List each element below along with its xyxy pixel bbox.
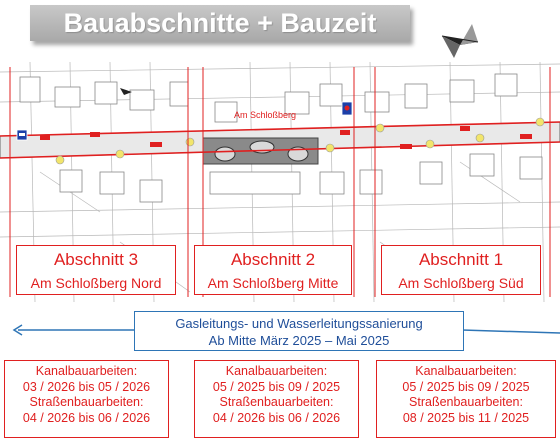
section-name: Am Schloßberg Nord [30,275,162,291]
north-arrow-icon [440,22,480,62]
street-label: Am Schloßberg [234,110,297,120]
section-box-1 [381,245,541,295]
section-box-3 [16,245,176,295]
section-box-2 [194,245,352,295]
section-heading: Abschnitt 1 [418,250,504,269]
gas-water-title: Gasleitungs- und Wasserleitungssanierung [175,316,423,331]
bus-stop-icon [17,130,27,140]
road-label: Straßenbauarbeiten: [409,395,523,409]
arrow-right-line [462,320,560,340]
gas-water-period: Ab Mitte März 2025 – Mai 2025 [208,333,390,348]
arrow-left-icon [10,320,140,340]
road-period: 08 / 2025 bis 11 / 2025 [402,410,530,425]
schedule-box-1 [376,360,556,438]
canal-label: Kanalbauarbeiten: [225,364,328,378]
road-label: Straßenbauarbeiten: [219,395,334,409]
schedule-box-3 [4,360,169,438]
canal-label: Kanalbauarbeiten: [415,364,517,378]
canal-period: 05 / 2025 bis 09 / 2025 [402,379,530,394]
parking-sign-icon [342,102,352,115]
schedule-box-2 [194,360,359,438]
road-label: Straßenbauarbeiten: [29,395,144,409]
section-heading: Abschnitt 2 [230,250,316,269]
canal-label: Kanalbauarbeiten: [35,364,138,378]
section-heading: Abschnitt 3 [53,250,139,269]
page-title: Bauabschnitte + Bauzeit [63,8,377,38]
canal-period: 05 / 2025 bis 09 / 2025 [212,379,341,394]
road-period: 04 / 2026 bis 06 / 2026 [212,410,341,425]
canal-period: 03 / 2026 bis 05 / 2026 [22,379,151,394]
gas-water-renovation-box [134,311,464,351]
section-name: Am Schloßberg Süd [398,275,524,291]
road-period: 04 / 2026 bis 06 / 2026 [22,410,151,425]
title-banner [30,5,410,41]
section-name: Am Schloßberg Mitte [207,275,339,291]
